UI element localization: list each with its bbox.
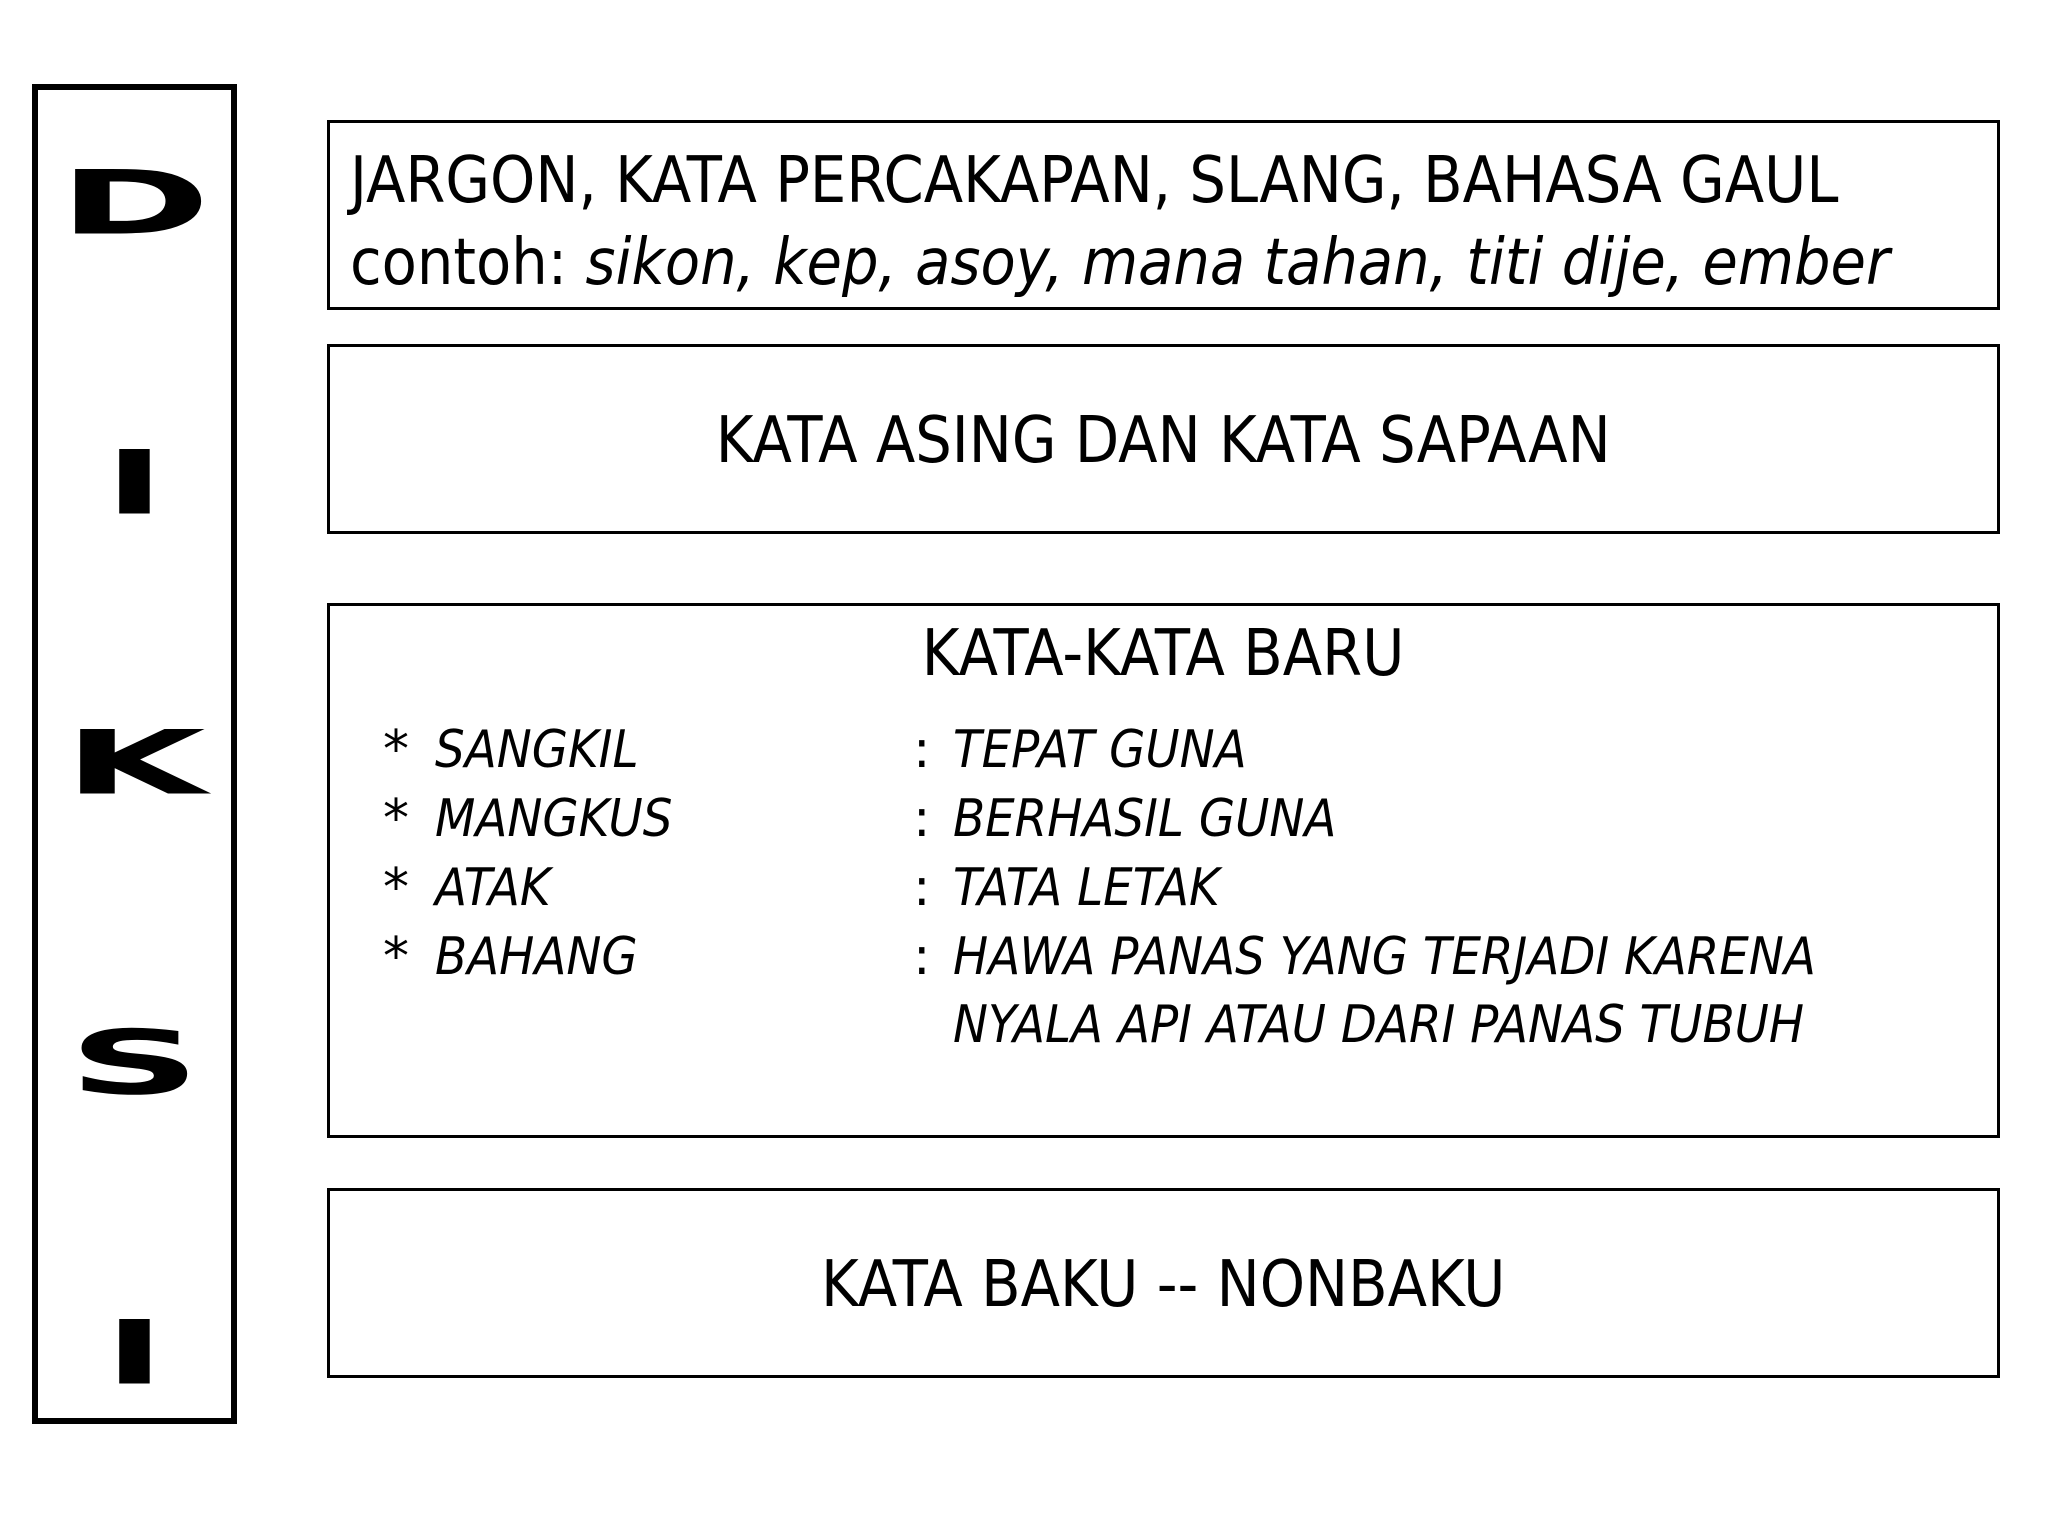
vocab-meaning: HAWA PANAS YANG TERJADI KARENA [953, 927, 1816, 987]
foreign-words-box [327, 344, 2000, 534]
vocab-meaning-continuation: NYALA API ATAU DARI PANAS TUBUH [953, 995, 1805, 1055]
vocab-term: SANGKIL [435, 720, 639, 780]
side-letter-i: I [104, 432, 165, 535]
vocab-item [383, 928, 1967, 986]
vocab-separator: : [913, 927, 931, 987]
vocab-separator: : [913, 720, 931, 780]
side-letter-d: D [58, 152, 211, 255]
jargon-box [327, 120, 2000, 310]
bullet-star: * [383, 720, 409, 780]
vocab-item [383, 721, 1967, 779]
jargon-heading: JARGON, KATA PERCAKAPAN, SLANG, BAHASA GAUL [350, 144, 1839, 218]
side-letter-s: S [68, 1012, 201, 1115]
jargon-example-line [350, 226, 1890, 300]
new-words-box [327, 603, 2000, 1138]
bullet-star: * [383, 858, 409, 918]
bullet-star: * [383, 927, 409, 987]
standard-words-box [327, 1188, 2000, 1378]
vocab-term: MANGKUS [435, 789, 673, 849]
side-letter-i-final: I [104, 1302, 165, 1405]
vocab-separator: : [913, 858, 931, 918]
vocab-separator: : [913, 789, 931, 849]
new-words-title: KATA-KATA BARU [922, 617, 1405, 691]
vocab-term: BAHANG [435, 927, 638, 987]
example-label: contoh: [350, 226, 568, 300]
bullet-star: * [383, 789, 409, 849]
side-letter-k: K [63, 712, 206, 815]
side-title-bar [32, 84, 237, 1424]
vocab-meaning: TEPAT GUNA [953, 720, 1247, 780]
example-words: sikon, kep, asoy, mana tahan, titi dije, ember [585, 226, 1890, 300]
vocab-meaning: BERHASIL GUNA [953, 789, 1337, 849]
foreign-words-title: KATA ASING DAN KATA SAPAAN [716, 404, 1611, 478]
vocab-item [383, 790, 1967, 848]
vocab-meaning: TATA LETAK [953, 858, 1220, 918]
standard-words-title: KATA BAKU -- NONBAKU [821, 1248, 1506, 1322]
vocab-item [383, 859, 1967, 917]
vocab-continuation-row [383, 996, 1967, 1054]
vocab-term: ATAK [435, 858, 551, 918]
